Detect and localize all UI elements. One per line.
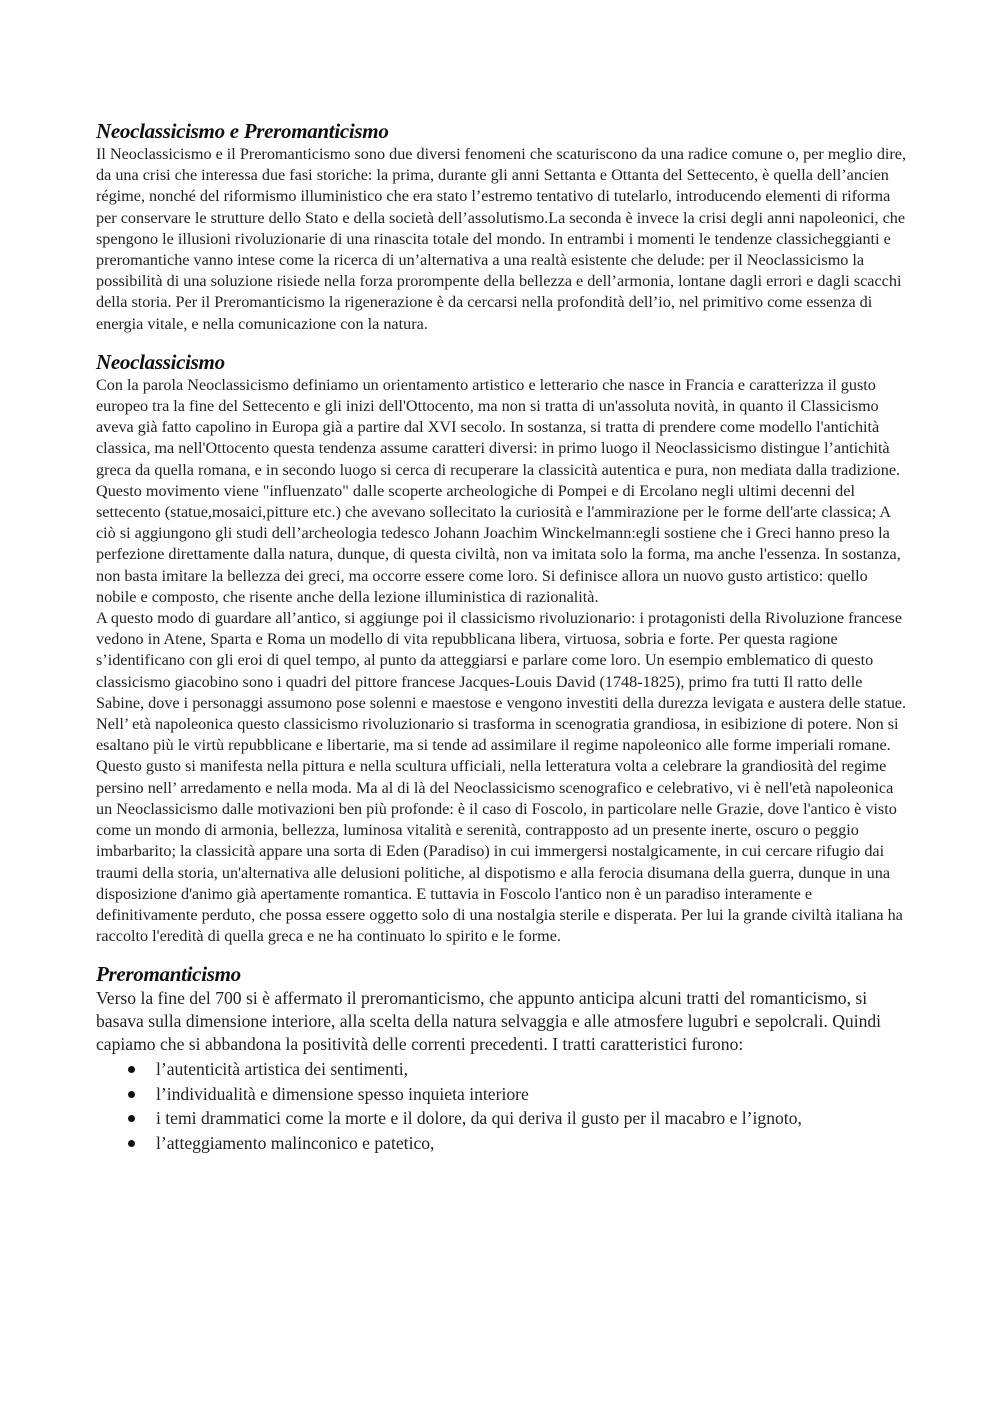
section-title: Neoclassicismo e Preromanticismo: [96, 119, 389, 143]
section-paragraph: Verso la fine del 700 si è affermato il preromanticismo, che appunto anticipa alcuni tratti del romanticismo, si basava sulla dimensione interiore, alla scelta della natura selvaggia e alle atmosfere lugubri e sepolcrali. Quindi capiamo che si abbandona la positività delle correnti precedenti. I tratti caratteristici furono:: [96, 988, 882, 1054]
list-item-text: l’atteggiamento malinconico e patetico,: [156, 1132, 435, 1153]
list-item-text: i temi drammatici come la morte e il dolore, da qui deriva il gusto per il macabro e l’ignoto,: [156, 1108, 802, 1129]
document-page: [96, 118, 908, 1155]
section-title: Preromanticismo: [96, 962, 241, 987]
section-preromanticismo: [96, 961, 908, 1155]
section-paragraph: A questo modo di guardare all’antico, si aggiunge poi il classicismo rivoluzionario: i protagonisti della Rivoluzione francese vedono in Atene, Sparta e Roma un modello di vita repubblicana libera, virtuosa, sobria e forte. Per questa ragione s’identificano con gli eroi di quel tempo, al punto da atteggiarsi e parlare come loro. Un esempio emblematico di questo classicismo giacobino sono i quadri del pittore francese Jacques-Louis David (1748-1825), primo fra tutti Il ratto delle Sabine, dove i personaggi assumono pose solenni e maestose e vengono investiti della durezza levigata e austera delle statue. Nell’ età napoleonica questo classicismo rivoluzionario si trasforma in scenogratia grandiosa, in esibizione di potere. Non si esaltano più le virtù repubblicane e libertarie, ma si tende ad assimilare il regime napoleonico alle forme imperiali romane. Questo gusto si manifesta nella pittura e nella scultura ufficiali, nella letteratura volta a celebrare la grandiosità del regime persino nell’ arredamento e nella moda. Ma al di là del Neoclassicismo scenografico e celebrativo, vi è nell'età napoleonica un Neoclassicismo dalle motivazioni ben più profonde: è il caso di Foscolo, in particolare nelle Grazie, dove l'antico è visto come un mondo di armonia, bellezza, luminosa vitalità e serenità, contrapposto ad un presente inerte, oscuro o peggio imbarbarito; la classicità appare una sorta di Eden (Paradiso) in cui immergersi nostalgicamente, in cui cercare rifugio dai traumi della storia, un'alternativa alle delusioni politiche, al dispotismo e alla ferocia disumana della guerra, dunque in una disposizione d'animo già apertamente romantica. E tuttavia in Foscolo l'antico non è un paradiso interamente e definitivamente perduto, che possa essere oggetto solo di una nostalgia sterile e disperata. Per lui la grande civiltà italiana ha raccolto l'eredità di quella greca e ne ha continuato lo spirito e le forme.: [96, 609, 907, 946]
bullet-icon: [128, 1140, 135, 1147]
section-title: Neoclassicismo: [96, 349, 225, 374]
bullet-icon: [128, 1066, 135, 1073]
section-paragraph: Questo movimento viene "influenzato" dalle scoperte archeologiche di Pompei e di Ercolano negli ultimi decenni del settecento (statue,mosaici,pitture etc.) che avevano sollecitato la curiosità e l'ammirazione per le forme dell'arte classica; A ciò si aggiungono gli studi dell’archeologia tedesco Johann Joachim Winckelmann:egli sostiene che i Greci hanno preso la perfezione direttamente dalla natura, dunque, di questa civiltà, non va imitata solo la forma, ma anche l'essenza. In sostanza, non basta imitare la bellezza dei greci, ma occorre essere come loro. Si definisce allora un nuovo gusto artistico: quello nobile e composto, che risente anche della lezione illuministica di razionalità.: [96, 481, 901, 606]
list-item-text: l’autenticità artistica dei sentimenti,: [156, 1059, 409, 1080]
list-item: [128, 1057, 908, 1082]
bullet-list: [96, 1057, 908, 1155]
section-neoclassicismo-e-preromanticismo: [96, 118, 908, 335]
section-paragraph: Il Neoclassicismo e il Preromanticismo sono due diversi fenomeni che scaturiscono da una radice comune o, per meglio dire, da una crisi che interessa due fasi storiche: la prima, durante gli anni Settanta e Ottanta del Settecento, è quella dell’ancien régime, nonché del riformismo illuministico che era stato l’estremo tentativo di tutelarlo, introducendo elementi di riforma per conservare le strutture dello Stato e della società dell’assolutismo.La seconda è invece la crisi degli anni napoleonici, che spengono le illusioni rivoluzionarie di una rinascita totale del mondo. In entrambi i momenti le tendenze classicheggianti e preromantiche vanno intese come la ricerca di un’alternativa a una realtà esistente che delude: per il Neoclassicismo la possibilità di una soluzione risiede nella forza prorompente della bellezza e dell’armonia, lontane dagli errori e dagli scacchi della storia. Per il Preromanticismo la rigenerazione è da cercarsi nella profondità dell’io, nel primitivo come essenza di energia vitale, e nella comunicazione con la natura.: [96, 145, 907, 333]
bullet-icon: [128, 1091, 135, 1098]
section-paragraph: Con la parola Neoclassicismo definiamo un orientamento artistico e letterario che nasce in Francia e caratterizza il gusto europeo tra la fine del Settecento e gli inizi dell'Ottocento, ma non si tratta di un'assoluta novità, in quanto il Classicismo aveva già fatto capolino in Europa già a partire dal XVI secolo. In sostanza, si tratta di prendere come modello l'antichità classica, ma nell'Ottocento questa tendenza assume caratteri diversi: in primo luogo il Neoclassicismo distingue l’antichità greca da quella romana, e in secondo luogo si cerca di recuperare la classicità autentica e pura, non mediata dalla tradizione.: [96, 375, 901, 479]
bullet-icon: [128, 1115, 135, 1122]
list-item-text: l’individualità e dimensione spesso inquieta interiore: [156, 1083, 529, 1104]
list-item: [128, 1131, 908, 1156]
list-item: [128, 1082, 908, 1107]
section-neoclassicismo: [96, 349, 908, 947]
list-item: [128, 1106, 908, 1131]
